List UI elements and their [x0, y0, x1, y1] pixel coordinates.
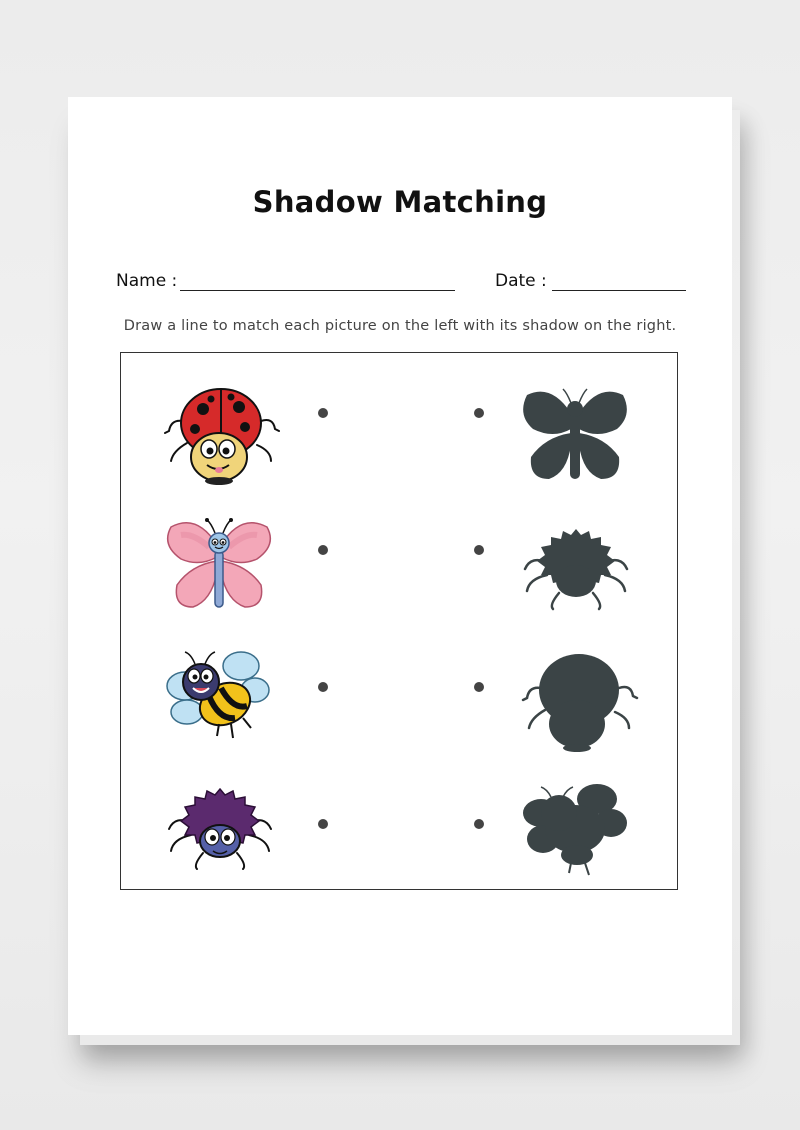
worksheet-page [68, 97, 732, 1035]
ladybug-shadow-icon [519, 648, 639, 753]
instructions-text: Draw a line to match each picture on the left with its shadow on the right. [123, 318, 677, 334]
date-label: Date : [495, 271, 547, 291]
worksheet-title: Shadow Matching [252, 185, 548, 219]
name-label: Name : [116, 271, 178, 291]
left-dot-2[interactable] [318, 545, 328, 555]
matching-board [120, 352, 678, 890]
name-line[interactable] [180, 290, 455, 291]
left-dot-4[interactable] [318, 819, 328, 829]
right-dot-2[interactable] [474, 545, 484, 555]
spider-shadow-icon [519, 523, 633, 613]
right-dot-1[interactable] [474, 408, 484, 418]
left-dot-1[interactable] [318, 408, 328, 418]
spider-icon [163, 783, 277, 873]
left-dot-3[interactable] [318, 682, 328, 692]
butterfly-shadow-icon [519, 385, 631, 485]
bee-icon [163, 648, 275, 746]
ladybug-icon [161, 381, 281, 486]
bee-shadow-icon [519, 783, 631, 881]
butterfly-icon [163, 515, 275, 615]
date-line[interactable] [552, 290, 686, 291]
right-dot-3[interactable] [474, 682, 484, 692]
right-dot-4[interactable] [474, 819, 484, 829]
